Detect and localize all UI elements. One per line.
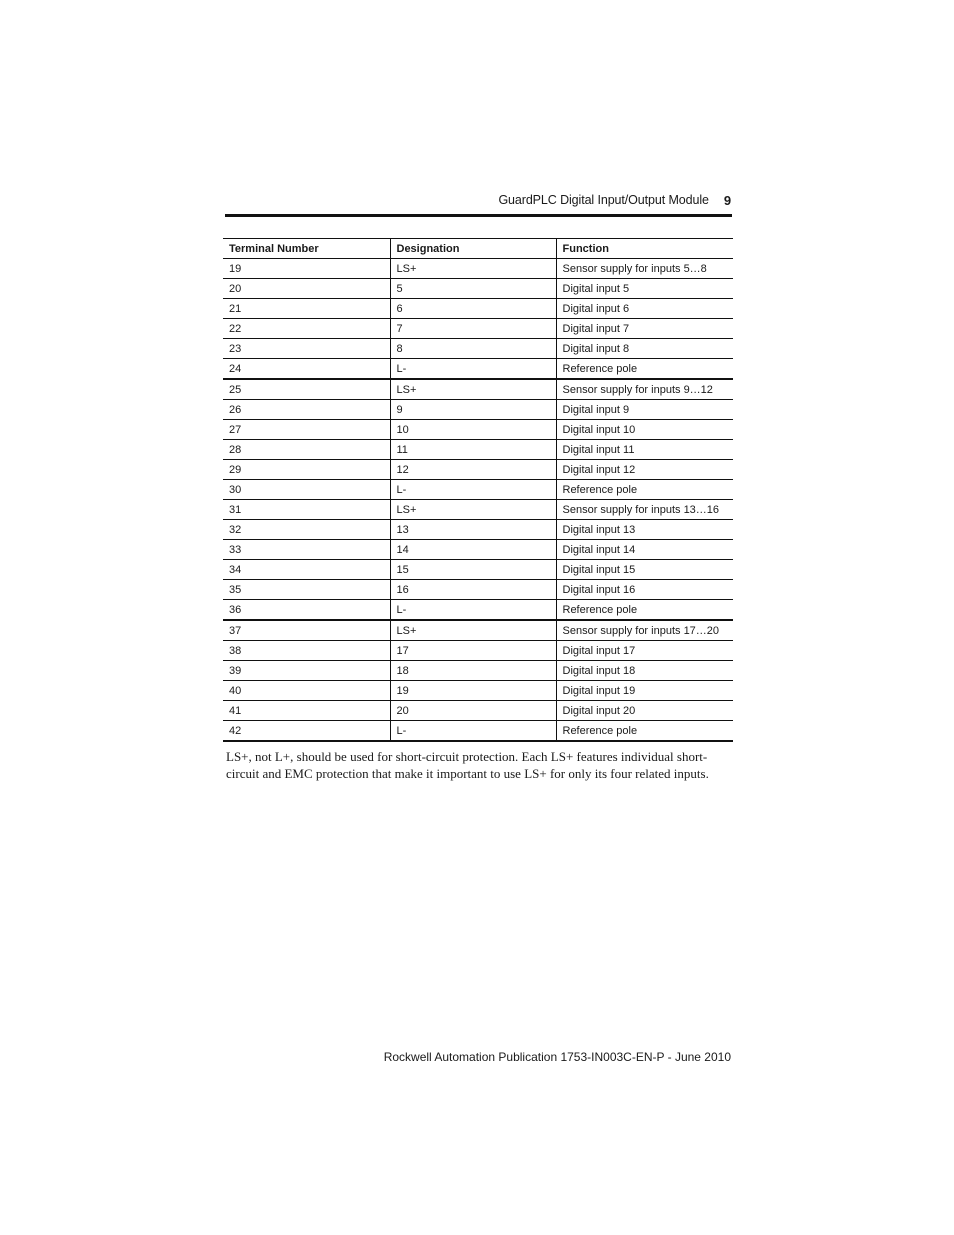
function-cell: Digital input 10 xyxy=(556,420,733,440)
table-row xyxy=(223,279,733,299)
function-cell: Reference pole xyxy=(556,600,733,621)
table-row xyxy=(223,500,733,520)
designation-cell: 14 xyxy=(390,540,556,560)
function-cell: Sensor supply for inputs 9…12 xyxy=(556,379,733,400)
header-rule xyxy=(225,214,732,217)
table-row xyxy=(223,600,733,621)
designation-cell: LS+ xyxy=(390,620,556,641)
terminal-number-cell: 34 xyxy=(223,560,390,580)
designation-cell: 19 xyxy=(390,681,556,701)
terminal-number-cell: 21 xyxy=(223,299,390,319)
table-row xyxy=(223,721,733,742)
designation-cell: 8 xyxy=(390,339,556,359)
function-cell: Digital input 9 xyxy=(556,400,733,420)
designation-cell: LS+ xyxy=(390,500,556,520)
function-cell: Sensor supply for inputs 17…20 xyxy=(556,620,733,641)
terminal-table xyxy=(223,238,733,742)
designation-cell: 13 xyxy=(390,520,556,540)
publication-footer: Rockwell Automation Publication 1753-IN003C-EN-P - June 2010 xyxy=(383,1050,731,1064)
table-body xyxy=(223,259,733,742)
function-cell: Digital input 11 xyxy=(556,440,733,460)
terminal-number-cell: 42 xyxy=(223,721,390,742)
designation-cell: 6 xyxy=(390,299,556,319)
function-cell: Digital input 13 xyxy=(556,520,733,540)
table-row xyxy=(223,400,733,420)
designation-cell: 10 xyxy=(390,420,556,440)
terminal-number-cell: 23 xyxy=(223,339,390,359)
function-cell: Reference pole xyxy=(556,359,733,380)
terminal-number-cell: 35 xyxy=(223,580,390,600)
table-row xyxy=(223,440,733,460)
table-row xyxy=(223,580,733,600)
table-row xyxy=(223,641,733,661)
designation-cell: L- xyxy=(390,480,556,500)
function-cell: Digital input 8 xyxy=(556,339,733,359)
terminal-number-cell: 27 xyxy=(223,420,390,440)
function-cell: Digital input 20 xyxy=(556,701,733,721)
designation-cell: 11 xyxy=(390,440,556,460)
designation-cell: 15 xyxy=(390,560,556,580)
terminal-number-cell: 25 xyxy=(223,379,390,400)
function-cell: Reference pole xyxy=(556,721,733,742)
terminal-number-cell: 20 xyxy=(223,279,390,299)
terminal-number-cell: 26 xyxy=(223,400,390,420)
designation-cell: 20 xyxy=(390,701,556,721)
function-cell: Digital input 17 xyxy=(556,641,733,661)
function-cell: Digital input 7 xyxy=(556,319,733,339)
function-cell: Sensor supply for inputs 5…8 xyxy=(556,259,733,279)
terminal-number-cell: 29 xyxy=(223,460,390,480)
table-row xyxy=(223,359,733,380)
terminal-number-cell: 30 xyxy=(223,480,390,500)
table-row xyxy=(223,661,733,681)
terminal-number-cell: 31 xyxy=(223,500,390,520)
terminal-number-cell: 37 xyxy=(223,620,390,641)
table-row xyxy=(223,420,733,440)
table-row xyxy=(223,540,733,560)
designation-cell: 9 xyxy=(390,400,556,420)
terminal-number-cell: 39 xyxy=(223,661,390,681)
table-row xyxy=(223,701,733,721)
terminal-number-cell: 19 xyxy=(223,259,390,279)
column-header-function: Function xyxy=(556,239,733,259)
function-cell: Digital input 14 xyxy=(556,540,733,560)
terminal-number-cell: 33 xyxy=(223,540,390,560)
table-row xyxy=(223,560,733,580)
function-cell: Digital input 12 xyxy=(556,460,733,480)
function-cell: Sensor supply for inputs 13…16 xyxy=(556,500,733,520)
designation-cell: L- xyxy=(390,600,556,621)
table-row xyxy=(223,259,733,279)
function-cell: Digital input 19 xyxy=(556,681,733,701)
designation-cell: 7 xyxy=(390,319,556,339)
table-row xyxy=(223,681,733,701)
table-row xyxy=(223,520,733,540)
terminal-number-cell: 32 xyxy=(223,520,390,540)
function-cell: Digital input 16 xyxy=(556,580,733,600)
designation-cell: 16 xyxy=(390,580,556,600)
function-cell: Reference pole xyxy=(556,480,733,500)
table-header-row xyxy=(223,239,733,259)
table-row xyxy=(223,299,733,319)
terminal-number-cell: 36 xyxy=(223,600,390,621)
designation-cell: 5 xyxy=(390,279,556,299)
function-cell: Digital input 6 xyxy=(556,299,733,319)
designation-cell: LS+ xyxy=(390,379,556,400)
designation-cell: LS+ xyxy=(390,259,556,279)
running-header xyxy=(226,190,731,210)
table-row xyxy=(223,620,733,641)
page-number: 9 xyxy=(723,192,731,208)
function-cell: Digital input 18 xyxy=(556,661,733,681)
function-cell: Digital input 15 xyxy=(556,560,733,580)
designation-cell: 17 xyxy=(390,641,556,661)
designation-cell: L- xyxy=(390,721,556,742)
function-cell: Digital input 5 xyxy=(556,279,733,299)
terminal-number-cell: 41 xyxy=(223,701,390,721)
column-header-terminal-number: Terminal Number xyxy=(223,239,390,259)
terminal-number-cell: 28 xyxy=(223,440,390,460)
column-header-designation: Designation xyxy=(390,239,556,259)
table-row xyxy=(223,379,733,400)
table-row xyxy=(223,480,733,500)
designation-cell: L- xyxy=(390,359,556,380)
designation-cell: 12 xyxy=(390,460,556,480)
terminal-number-cell: 38 xyxy=(223,641,390,661)
terminal-number-cell: 40 xyxy=(223,681,390,701)
table-row xyxy=(223,339,733,359)
table-row xyxy=(223,319,733,339)
table-row xyxy=(223,460,733,480)
protection-note: LS+, not L+, should be used for short-circuit protection. Each LS+ features individual short-circuit and EMC protection that make it important to use LS+ for only its four related inputs. xyxy=(226,749,709,781)
terminal-number-cell: 24 xyxy=(223,359,390,380)
header-title: GuardPLC Digital Input/Output Module xyxy=(498,193,709,207)
designation-cell: 18 xyxy=(390,661,556,681)
terminal-number-cell: 22 xyxy=(223,319,390,339)
